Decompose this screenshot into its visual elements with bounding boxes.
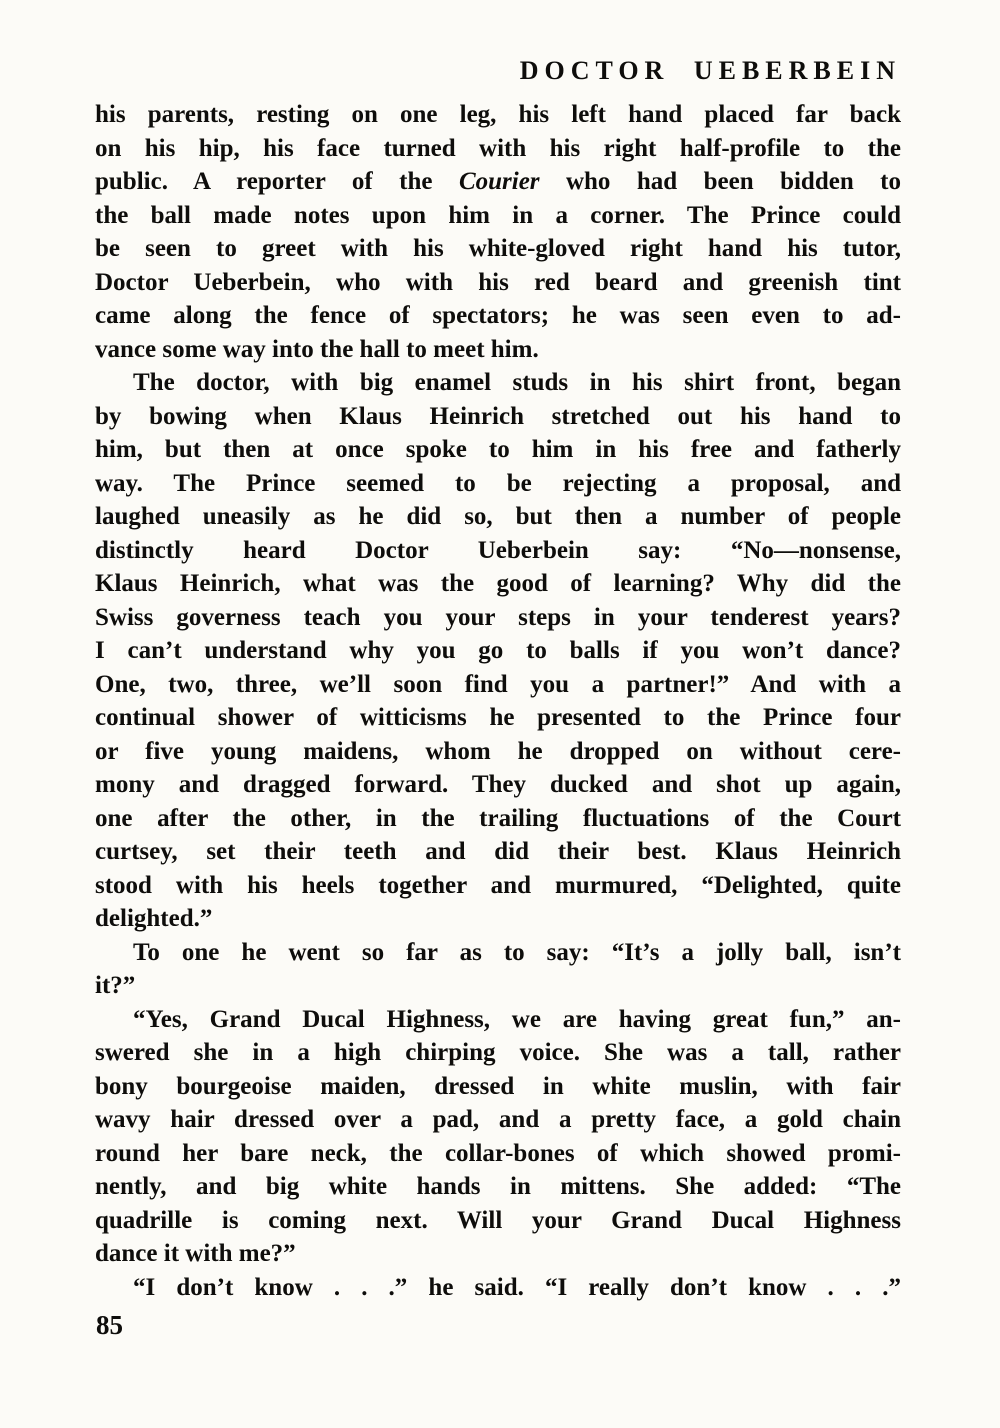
text-line: I can’t understand why you go to balls if you won’t dance? (95, 637, 901, 664)
paragraph (95, 1271, 901, 1305)
text-line: came along the fence of spectators; he was seen even to ad- (95, 302, 901, 329)
text-line: be seen to greet with his white-gloved right hand his tutor, (95, 235, 901, 262)
running-head: DOCTOR UEBERBEIN (519, 56, 901, 85)
text-line: delighted.” (95, 905, 213, 932)
paragraph (95, 936, 901, 1003)
text-line: One, two, three, we’ll soon find you a partner!” And with a (95, 670, 901, 698)
text-line: public. A reporter of the Courier who had been bidden to (95, 168, 902, 195)
text-line: bony bourgeoise maiden, dressed in white muslin, with fair (95, 1072, 901, 1100)
text-line: or five young maidens, whom he dropped on without cere- (95, 737, 901, 765)
text-line: Swiss governess teach you your steps in your tenderest years? (95, 603, 901, 631)
text-line: mony and dragged forward. They ducked and shot up again, (95, 771, 901, 798)
text-line: “I don’t know . . .” he said. “I really don’t know . . .” (133, 1273, 901, 1301)
text-line: Klaus Heinrich, what was the good of learning? Why did the (95, 570, 901, 597)
text-line: the ball made notes upon him in a corner. The Prince could (95, 201, 901, 229)
text-line: one after the other, in the trailing fluctuations of the Court (95, 804, 901, 832)
text-line: To one he went so far as to say: “It’s a jolly ball, isn’t (133, 938, 901, 966)
text-line: nently, and big white hands in mittens. She added: “The (95, 1173, 901, 1200)
text-line: quadrille is coming next. Will your Grand Ducal Highness (95, 1206, 901, 1234)
text-line: dance it with me?” (95, 1240, 296, 1267)
text-line: The doctor, with big enamel studs in his shirt front, began (133, 369, 901, 396)
text-line: way. The Prince seemed to be rejecting a proposal, and (95, 469, 901, 497)
text-line: vance some way into the hall to meet him. (95, 335, 539, 363)
text-line: swered she in a high chirping voice. She was a tall, rather (95, 1039, 901, 1066)
text-line: distinctly heard Doctor Ueberbein say: “No—nonsense, (95, 536, 901, 564)
text-line: round her bare neck, the collar-bones of which showed promi- (95, 1139, 901, 1167)
text-line: him, but then at once spoke to him in his free and fatherly (95, 436, 901, 463)
italic-text: Courier (458, 168, 540, 195)
text-line: Doctor Ueberbein, who with his red beard and greenish tint (95, 268, 901, 296)
paragraph (95, 366, 901, 936)
paragraph (95, 98, 901, 366)
text-line: his parents, resting on one leg, his left hand placed far back (95, 101, 901, 128)
text-line: laughed uneasily as he did so, but then a number of people (95, 503, 901, 530)
page-number: 85 (96, 1310, 123, 1340)
text-line: stood with his heels together and murmured, “Delighted, quite (95, 871, 901, 899)
paragraph (95, 1003, 901, 1271)
text-line: “Yes, Grand Ducal Highness, we are having great fun,” an- (133, 1005, 901, 1033)
text-line: by bowing when Klaus Heinrich stretched out his hand to (95, 402, 901, 430)
text-line: continual shower of witticisms he presented to the Prince four (95, 704, 901, 731)
text-line: curtsey, set their teeth and did their best. Klaus Heinrich (95, 838, 901, 865)
text-line: it?” (95, 972, 136, 999)
text-line: wavy hair dressed over a pad, and a pretty face, a gold chain (95, 1106, 901, 1133)
text-line: on his hip, his face turned with his right half-profile to the (95, 134, 901, 162)
text-block (95, 98, 901, 1304)
